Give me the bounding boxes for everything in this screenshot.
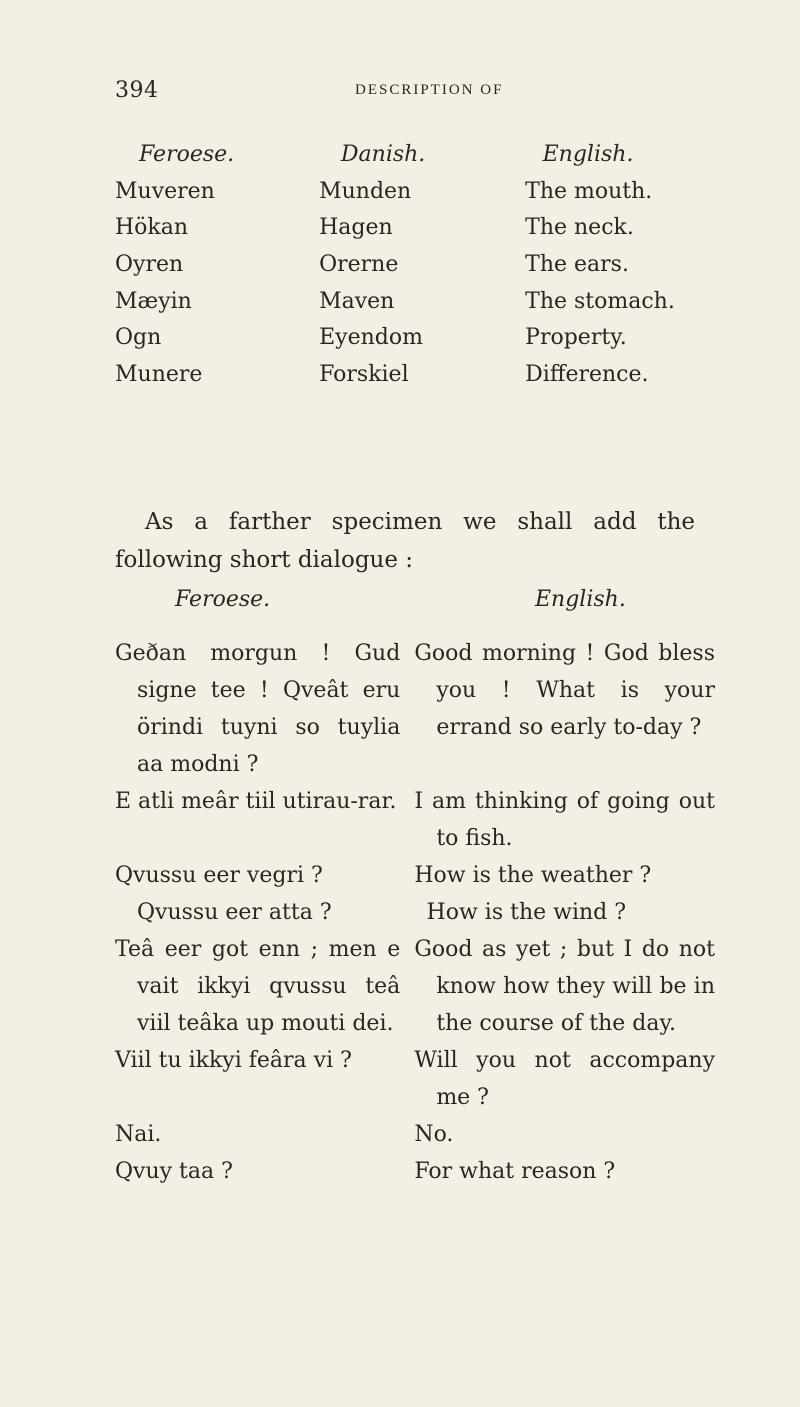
dialogue-entry [115, 1042, 715, 1116]
feroese-line: Viil tu ikkyi feâra vi ? [115, 1048, 352, 1073]
running-head [115, 78, 675, 108]
vocabulary-row [115, 356, 715, 393]
feroese-line: Teâ eer got enn ; men e vait ikkyi qvussu teâ viil teâka up mouti dei. [115, 937, 401, 1036]
vocabulary-row [115, 246, 715, 283]
vocabulary-row [115, 283, 715, 320]
english-word: Property. [525, 325, 627, 351]
dialogue-entry [115, 783, 715, 857]
feroese-line: Qvussu eer atta ? [137, 900, 332, 925]
english-line: No. [414, 1122, 454, 1147]
feroese-word: Hökan [115, 215, 189, 241]
feroese-line: Nai. [115, 1122, 162, 1147]
danish-word: Forskiel [319, 361, 409, 387]
feroese-line: E atli meâr tiil utirau-rar. [115, 789, 397, 814]
english-line: Good morning ! God bless you ! What is your errand so early to-day ? [414, 641, 715, 740]
danish-word: Maven [319, 288, 395, 314]
dialogue-entry [115, 857, 715, 894]
english-line: Will you not accompany me ? [414, 1048, 715, 1110]
feroese-word: Ogn [115, 325, 162, 351]
english-line: I am thinking of going out to fish. [414, 789, 715, 851]
feroese-word: Muveren [115, 178, 215, 204]
english-word: The mouth. [525, 178, 653, 204]
english-line: Good as yet ; but I do not know how they will be in the course of the day. [414, 937, 715, 1036]
dialogue-header [115, 587, 715, 619]
english-word: The neck. [525, 215, 634, 241]
dialogue-entry [115, 1116, 715, 1153]
english-word: Difference. [525, 361, 649, 387]
danish-word: Eyendom [319, 325, 423, 351]
column-header-feroese: Feroese. [139, 141, 235, 167]
vocabulary-row [115, 319, 715, 356]
vocabulary-row [115, 209, 715, 246]
dialogue-entry [115, 894, 715, 931]
english-word: The stomach. [525, 288, 675, 314]
dialogue [115, 635, 715, 1190]
vocabulary-row [115, 173, 715, 210]
english-line: How is the weather ? [414, 863, 652, 888]
danish-word: Orerne [319, 251, 399, 277]
feroese-line: Qvussu eer vegri ? [115, 863, 323, 888]
feroese-word: Oyren [115, 251, 184, 277]
column-header-english: English. [542, 141, 634, 167]
english-line: For what reason ? [414, 1159, 616, 1184]
vocabulary-header-row [115, 136, 715, 173]
dialogue-header-feroese: Feroese. [175, 587, 271, 612]
feroese-word: Mæyin [115, 288, 192, 314]
feroese-line: Geðan morgun ! Gud signe tee ! Qveât eru örindi tuyni so tuylia aa modni ? [115, 641, 401, 777]
danish-word: Munden [319, 178, 412, 204]
dialogue-entry [115, 1153, 715, 1190]
danish-word: Hagen [319, 215, 393, 241]
feroese-line: Qvuy taa ? [115, 1159, 233, 1184]
vocabulary-table [115, 136, 715, 393]
column-header-danish: Danish. [340, 141, 426, 167]
dialogue-entry [115, 931, 715, 1042]
dialogue-header-english: English. [535, 587, 626, 612]
header-title: DESCRIPTION OF [355, 82, 504, 98]
english-word: The ears. [525, 251, 629, 277]
dialogue-entry [115, 635, 715, 783]
english-line: How is the wind ? [426, 900, 627, 925]
page-number: 394 [115, 78, 159, 103]
intro-paragraph: As a farther specimen we shall add the following short dialogue : [115, 509, 695, 573]
feroese-word: Munere [115, 361, 203, 387]
